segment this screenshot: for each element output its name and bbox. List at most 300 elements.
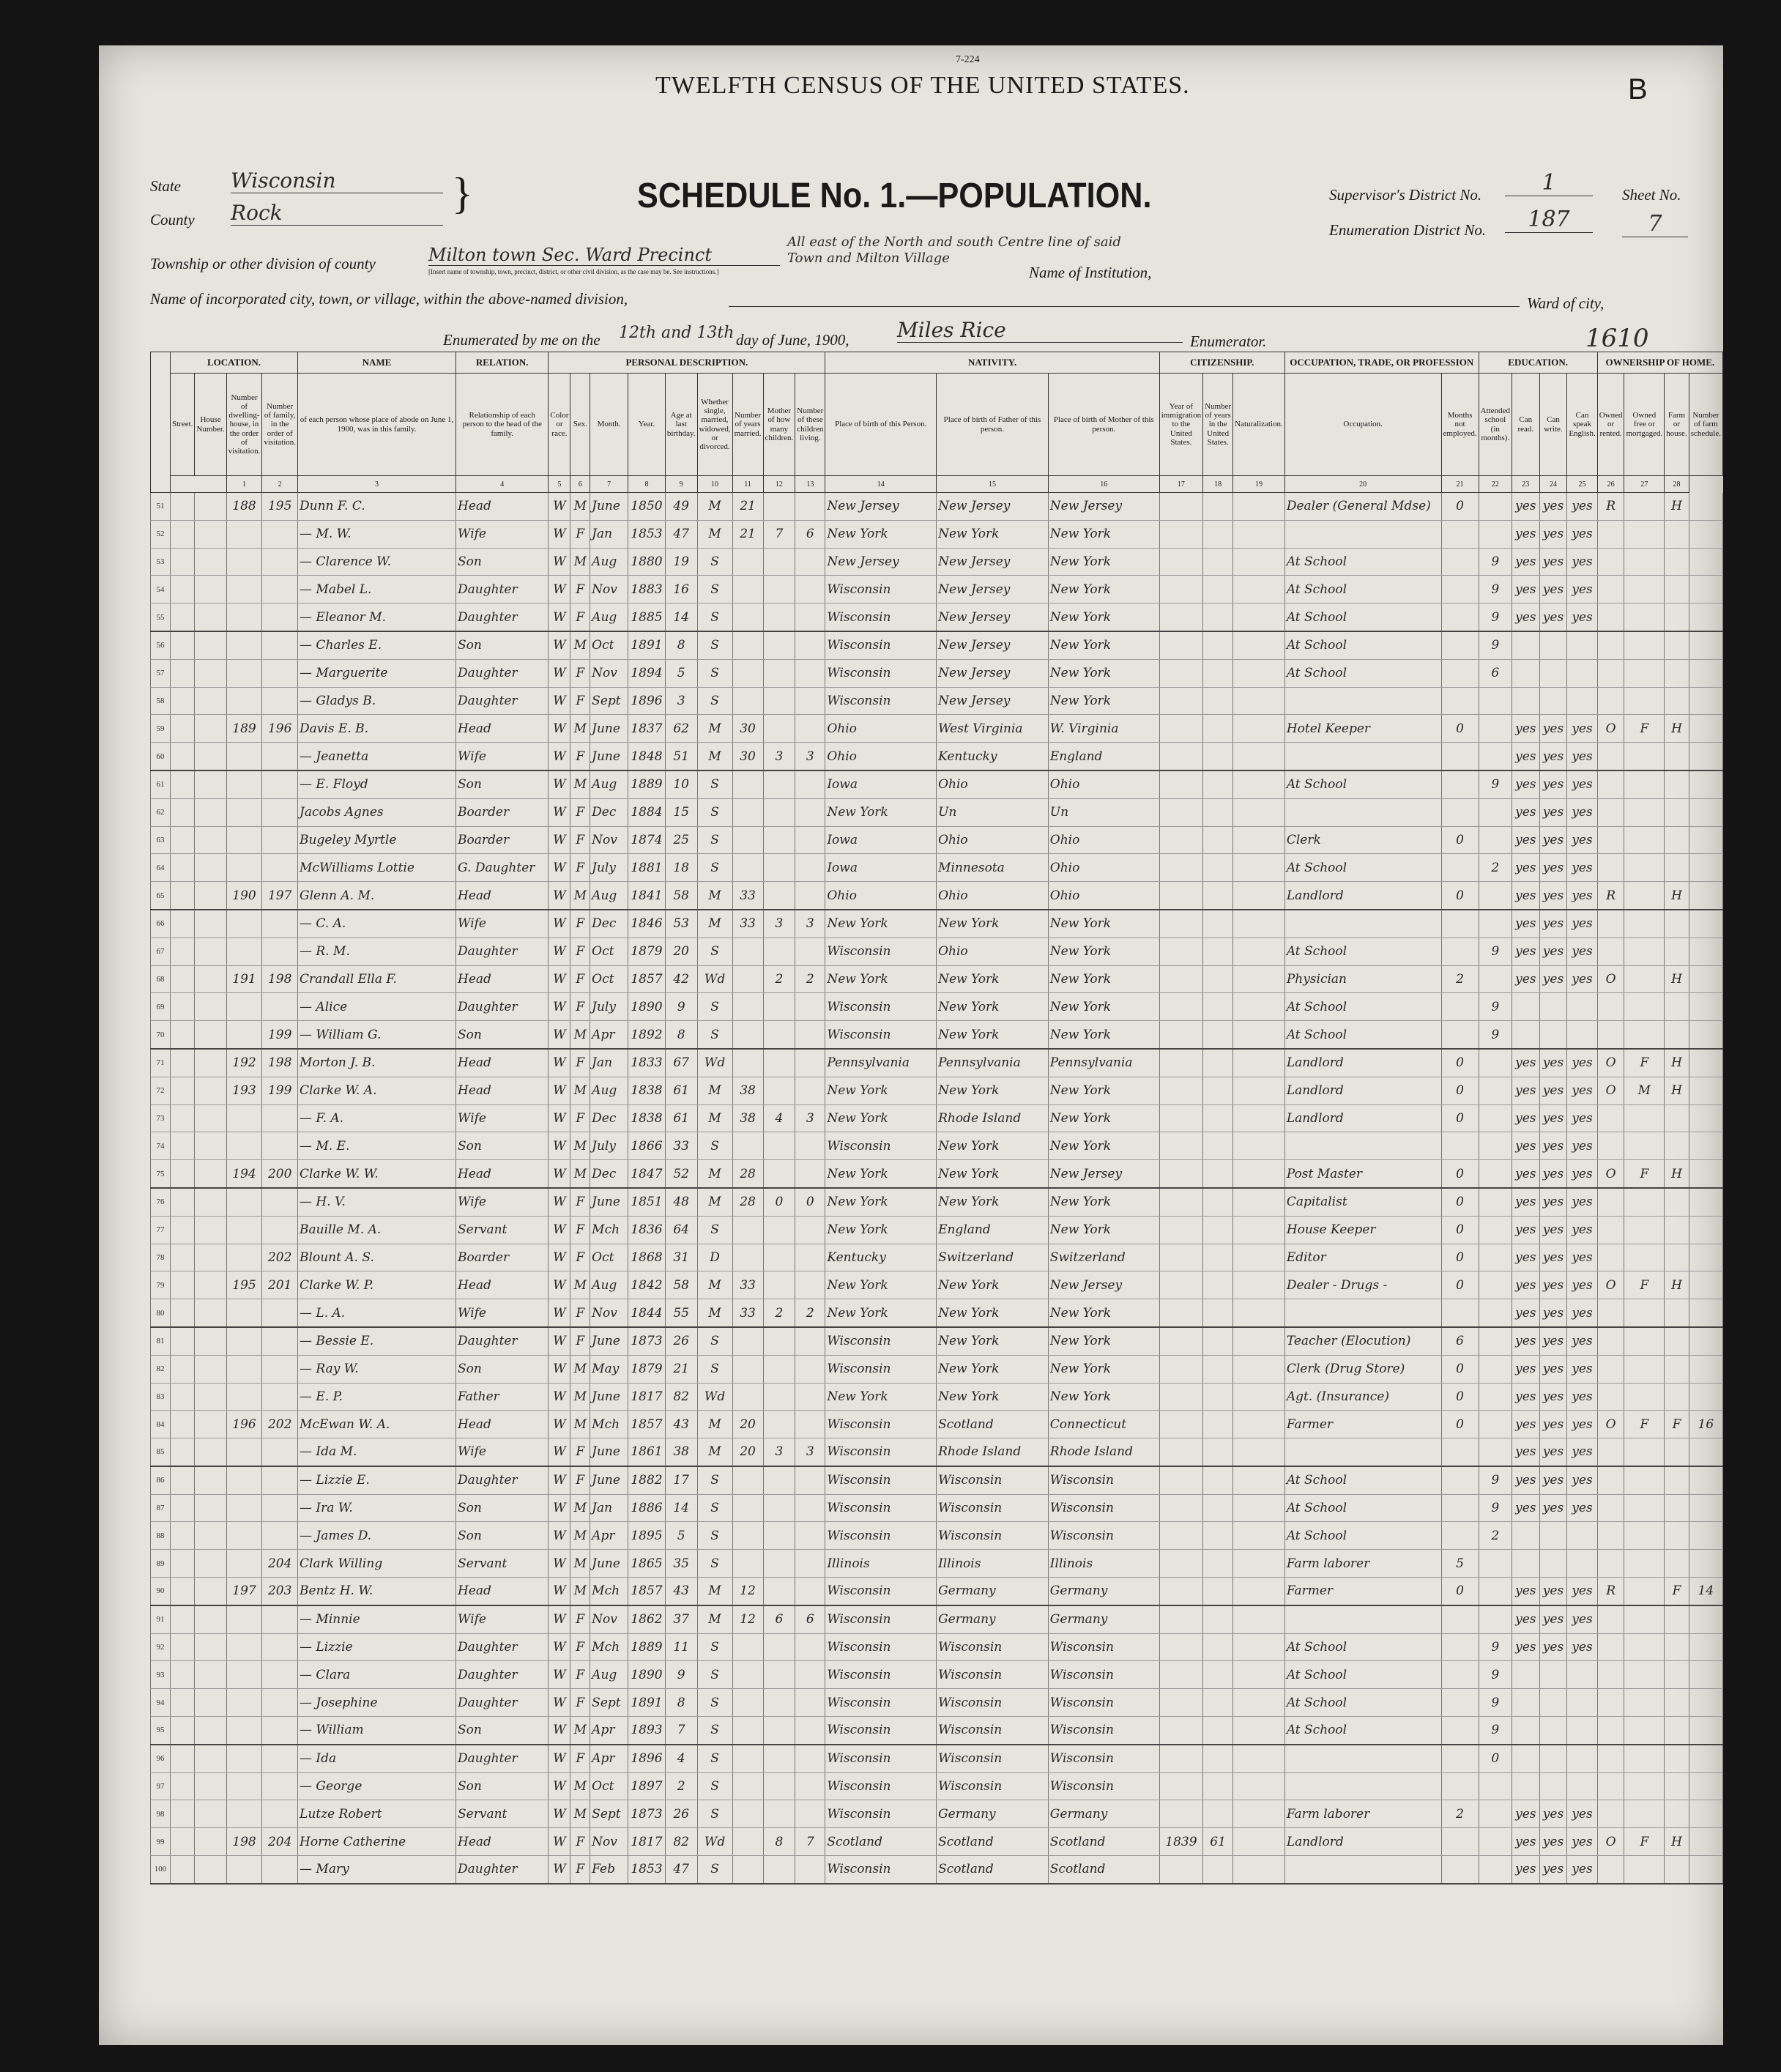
- birthplace-mother: New York: [1048, 604, 1159, 631]
- sex-cell: F: [570, 826, 590, 854]
- school-months: 9: [1479, 1689, 1512, 1717]
- line-number: 78: [151, 1244, 171, 1271]
- birth-year: 1896: [628, 687, 666, 715]
- birth-year: 1857: [628, 1411, 666, 1438]
- person-name: — Ida M.: [298, 1438, 456, 1466]
- immigration-year: [1159, 1104, 1202, 1132]
- street-cell: [171, 1745, 195, 1772]
- table-row: [151, 798, 1723, 826]
- person-name: — Charles E.: [298, 631, 456, 659]
- school-months: 9: [1479, 1466, 1512, 1494]
- sex-cell: F: [570, 1633, 590, 1661]
- farm-schedule-number: [1689, 854, 1722, 882]
- street-cell: [171, 1327, 195, 1355]
- sex-cell: M: [570, 1021, 590, 1049]
- color-cell: W: [549, 1578, 570, 1605]
- months-unemployed: 0: [1441, 715, 1479, 743]
- months-unemployed: [1441, 1494, 1479, 1522]
- person-name: — Ida: [298, 1745, 456, 1772]
- marital-status: S: [697, 1494, 732, 1522]
- owned-rented: [1597, 659, 1624, 687]
- can-speak-english: yes: [1567, 1271, 1597, 1299]
- school-months: 9: [1479, 937, 1512, 965]
- birth-month: Apr: [590, 1522, 628, 1550]
- can-read: yes: [1512, 1633, 1539, 1661]
- immigration-year: [1159, 659, 1202, 687]
- occupation-cell: [1284, 1132, 1441, 1160]
- birthplace-person: Ohio: [825, 715, 937, 743]
- children-living: [795, 1466, 825, 1494]
- naturalization-cell: [1233, 937, 1285, 965]
- enumeration-label: Enumeration District No.: [1329, 221, 1487, 239]
- street-cell: [171, 659, 195, 687]
- table-row: [151, 1383, 1723, 1411]
- sheet-header: [150, 45, 1688, 390]
- can-write: yes: [1539, 1104, 1567, 1132]
- immigration-year: [1159, 1856, 1202, 1884]
- sex-cell: M: [570, 548, 590, 576]
- birthplace-person: New York: [825, 1077, 937, 1104]
- birthplace-father: New Jersey: [937, 493, 1049, 521]
- years-in-us: [1203, 687, 1233, 715]
- house-number-cell: [195, 910, 226, 937]
- relation-cell: Head: [456, 1271, 549, 1299]
- marital-status: M: [697, 1605, 732, 1633]
- birth-month: Dec: [590, 1104, 628, 1132]
- birthplace-father: Germany: [937, 1578, 1049, 1605]
- mother-of-count: 2: [763, 1299, 795, 1327]
- farm-or-house: [1665, 1522, 1689, 1550]
- can-write: yes: [1539, 1438, 1567, 1466]
- table-row: [151, 576, 1723, 604]
- dwelling-number: [226, 1244, 262, 1271]
- children-living: [795, 1383, 825, 1411]
- sex-cell: M: [570, 1160, 590, 1188]
- county-label: County: [150, 211, 195, 229]
- months-unemployed: [1441, 1438, 1479, 1466]
- mother-of-count: [763, 1494, 795, 1522]
- farm-or-house: [1665, 993, 1689, 1021]
- can-read: yes: [1512, 1327, 1539, 1355]
- marital-status: S: [697, 1856, 732, 1884]
- table-row: [151, 1856, 1723, 1884]
- can-write: [1539, 1772, 1567, 1800]
- occupation-cell: [1284, 1438, 1441, 1466]
- farm-or-house: [1665, 1383, 1689, 1411]
- person-name: — H. V.: [298, 1188, 456, 1216]
- farm-schedule-number: [1689, 659, 1722, 687]
- months-unemployed: [1441, 1633, 1479, 1661]
- can-write: [1539, 1021, 1567, 1049]
- age-cell: 8: [665, 631, 697, 659]
- family-number: 197: [262, 882, 298, 910]
- birthplace-mother: Wisconsin: [1048, 1494, 1159, 1522]
- immigration-year: [1159, 1633, 1202, 1661]
- school-months: [1479, 1327, 1512, 1355]
- person-name: Bauille M. A.: [298, 1216, 456, 1244]
- nativity-group: NATIVITY.: [825, 352, 1159, 374]
- birth-month: June: [590, 743, 628, 770]
- can-write: yes: [1539, 910, 1567, 937]
- occupation-cell: At School: [1284, 1689, 1441, 1717]
- enumeration-value: 187: [1505, 207, 1593, 233]
- children-living: [795, 1049, 825, 1077]
- relation-cell: Servant: [456, 1550, 549, 1578]
- free-mortgaged: [1624, 826, 1665, 854]
- farm-schedule-number: 16: [1689, 1411, 1722, 1438]
- dwelling-number: [226, 659, 262, 687]
- age-cell: 58: [665, 882, 697, 910]
- farm-or-house: [1665, 770, 1689, 798]
- free-mortgaged: [1624, 1299, 1665, 1327]
- naturalization-cell: [1233, 882, 1285, 910]
- can-speak-english: yes: [1567, 1438, 1597, 1466]
- owned-rented: [1597, 1494, 1624, 1522]
- relation-cell: Head: [456, 1077, 549, 1104]
- dwelling-number: [226, 1104, 262, 1132]
- street-cell: [171, 1550, 195, 1578]
- relation-cell: Boarder: [456, 1244, 549, 1271]
- column-number: 25: [1567, 476, 1597, 493]
- birthplace-father: New York: [937, 1160, 1049, 1188]
- marital-status: M: [697, 743, 732, 770]
- dwelling-number: [226, 604, 262, 631]
- years-in-us: [1203, 1800, 1233, 1828]
- birth-month: Jan: [590, 1049, 628, 1077]
- months-unemployed: 0: [1441, 1104, 1479, 1132]
- naturalization-cell: [1233, 715, 1285, 743]
- can-read: yes: [1512, 1828, 1539, 1856]
- relation-cell: Head: [456, 965, 549, 993]
- immigration-year: [1159, 1327, 1202, 1355]
- column-number: 4: [456, 476, 549, 493]
- family-number: [262, 1689, 298, 1717]
- township-value: Milton town Sec. Ward Precinct: [428, 245, 780, 266]
- house-number-cell: [195, 1355, 226, 1383]
- dwelling-number: [226, 1132, 262, 1160]
- years-married: [732, 826, 763, 854]
- relation-cell: Boarder: [456, 798, 549, 826]
- naturalization-cell: [1233, 1327, 1285, 1355]
- person-name: — E. P.: [298, 1383, 456, 1411]
- birth-month: Oct: [590, 937, 628, 965]
- school-months: [1479, 743, 1512, 770]
- farm-or-house: [1665, 1216, 1689, 1244]
- dwelling-number: 190: [226, 882, 262, 910]
- table-row: [151, 1633, 1723, 1661]
- free-mortgaged: [1624, 1216, 1665, 1244]
- owned-rented: [1597, 743, 1624, 770]
- naturalization-cell: [1233, 854, 1285, 882]
- birth-year: 1817: [628, 1828, 666, 1856]
- marital-status: S: [697, 1717, 732, 1745]
- color-cell: W: [549, 687, 570, 715]
- column-number: 3: [298, 476, 456, 493]
- street-cell: [171, 1188, 195, 1216]
- age-cell: 35: [665, 1550, 697, 1578]
- farm-schedule-number: [1689, 715, 1722, 743]
- free-mortgaged: [1624, 743, 1665, 770]
- mother-of-count: 7: [763, 520, 795, 548]
- sex-cell: F: [570, 993, 590, 1021]
- color-cell: W: [549, 604, 570, 631]
- birthplace-father: Wisconsin: [937, 1772, 1049, 1800]
- color-cell: W: [549, 1244, 570, 1271]
- occupation-cell: [1284, 1745, 1441, 1772]
- house-number-cell: [195, 659, 226, 687]
- birthplace-mother: W. Virginia: [1048, 715, 1159, 743]
- table-row: [151, 1661, 1723, 1689]
- owned-rented: [1597, 1216, 1624, 1244]
- can-write: yes: [1539, 937, 1567, 965]
- birth-year: 1868: [628, 1244, 666, 1271]
- house-number-cell: [195, 993, 226, 1021]
- naturalization-cell: [1233, 1856, 1285, 1884]
- color-cell: W: [549, 854, 570, 882]
- person-name: — Ray W.: [298, 1355, 456, 1383]
- line-number: 62: [151, 798, 171, 826]
- immigration-year: [1159, 965, 1202, 993]
- can-read: [1512, 1717, 1539, 1745]
- birthplace-father: Rhode Island: [937, 1104, 1049, 1132]
- owned-rented: [1597, 1522, 1624, 1550]
- birth-month: July: [590, 854, 628, 882]
- sex-cell: F: [570, 520, 590, 548]
- owned-rented: [1597, 1745, 1624, 1772]
- birth-month: July: [590, 1132, 628, 1160]
- birthplace-father: Wisconsin: [937, 1466, 1049, 1494]
- months-unemployed: [1441, 1466, 1479, 1494]
- immigration-year: [1159, 715, 1202, 743]
- farm-schedule-number: [1689, 1077, 1722, 1104]
- can-speak-english: yes: [1567, 937, 1597, 965]
- school-months: [1479, 1271, 1512, 1299]
- children-living: 7: [795, 1828, 825, 1856]
- person-name: Morton J. B.: [298, 1049, 456, 1077]
- line-number: 72: [151, 1077, 171, 1104]
- house-number-cell: [195, 1327, 226, 1355]
- marital-status: Wd: [697, 1828, 732, 1856]
- age-cell: 14: [665, 604, 697, 631]
- farm-schedule-number: [1689, 993, 1722, 1021]
- person-name: McEwan W. A.: [298, 1411, 456, 1438]
- column-number: 26: [1597, 476, 1624, 493]
- color-cell: W: [549, 1021, 570, 1049]
- birth-month: Apr: [590, 1021, 628, 1049]
- farm-schedule-number: [1689, 1633, 1722, 1661]
- months-unemployed: 0: [1441, 1244, 1479, 1271]
- dwelling-number: [226, 1522, 262, 1550]
- color-cell: W: [549, 1466, 570, 1494]
- farm-schedule-number: [1689, 910, 1722, 937]
- owned-rented: [1597, 1466, 1624, 1494]
- occupation-cell: Landlord: [1284, 1104, 1441, 1132]
- can-speak-english: [1567, 1661, 1597, 1689]
- free-mortgaged: [1624, 1494, 1665, 1522]
- family-number: [262, 520, 298, 548]
- birthplace-person: Wisconsin: [825, 1745, 937, 1772]
- years-in-us: [1203, 715, 1233, 743]
- school-months: [1479, 687, 1512, 715]
- occupation-cell: [1284, 1605, 1441, 1633]
- birth-year: 1896: [628, 1745, 666, 1772]
- color-cell: W: [549, 631, 570, 659]
- years-married: [732, 576, 763, 604]
- family-number: [262, 1522, 298, 1550]
- birth-month: Dec: [590, 910, 628, 937]
- house-number-cell: [195, 604, 226, 631]
- birthplace-father: Illinois: [937, 1550, 1049, 1578]
- can-read: yes: [1512, 1244, 1539, 1271]
- farm-or-house: [1665, 631, 1689, 659]
- birthplace-father: New York: [937, 1132, 1049, 1160]
- school-months: [1479, 1216, 1512, 1244]
- farm-or-house: [1665, 687, 1689, 715]
- can-read: yes: [1512, 1188, 1539, 1216]
- farm-schedule-number: [1689, 1772, 1722, 1800]
- dwelling-number: [226, 1800, 262, 1828]
- house-number-cell: [195, 1494, 226, 1522]
- can-write: [1539, 1550, 1567, 1578]
- birth-month: Aug: [590, 1271, 628, 1299]
- months-unemployed: [1441, 576, 1479, 604]
- birth-month: Aug: [590, 604, 628, 631]
- house-number-cell: [195, 1160, 226, 1188]
- street-cell: [171, 1271, 195, 1299]
- table-row: [151, 1077, 1723, 1104]
- school-months: [1479, 1104, 1512, 1132]
- farm-schedule-number: [1689, 1466, 1722, 1494]
- birth-month: Jan: [590, 520, 628, 548]
- relation-cell: Head: [456, 1578, 549, 1605]
- sex-cell: M: [570, 1077, 590, 1104]
- table-row: [151, 826, 1723, 854]
- farm-or-house: H: [1665, 882, 1689, 910]
- table-row: [151, 1550, 1723, 1578]
- birth-month: Feb: [590, 1856, 628, 1884]
- years-married: 28: [732, 1188, 763, 1216]
- immigration-year: [1159, 1689, 1202, 1717]
- can-speak-english: yes: [1567, 1244, 1597, 1271]
- months-unemployed: 0: [1441, 1578, 1479, 1605]
- children-living: [795, 576, 825, 604]
- naturalization-cell: [1233, 798, 1285, 826]
- sex-cell: F: [570, 965, 590, 993]
- can-read: yes: [1512, 520, 1539, 548]
- house-number-cell: [195, 1605, 226, 1633]
- incorporated-line: [729, 306, 1520, 307]
- owned-rented: [1597, 1856, 1624, 1884]
- family-number: [262, 1494, 298, 1522]
- months-unemployed: [1441, 659, 1479, 687]
- occupation-cell: At School: [1284, 993, 1441, 1021]
- house-number-cell: [195, 1132, 226, 1160]
- sex-cell: F: [570, 1689, 590, 1717]
- years-in-us: [1203, 1522, 1233, 1550]
- sex-cell: M: [570, 493, 590, 521]
- marital-status: Wd: [697, 965, 732, 993]
- person-name: — Lizzie E.: [298, 1466, 456, 1494]
- owned-rented: [1597, 1327, 1624, 1355]
- birthplace-mother: New York: [1048, 937, 1159, 965]
- farm-schedule-number: [1689, 1271, 1722, 1299]
- table-row: [151, 770, 1723, 798]
- children-living: 2: [795, 965, 825, 993]
- state-label: State: [150, 177, 181, 195]
- years-married: 20: [732, 1438, 763, 1466]
- sex-cell: F: [570, 1466, 590, 1494]
- marital-status: S: [697, 1466, 732, 1494]
- street-cell: [171, 1772, 195, 1800]
- can-read: [1512, 1772, 1539, 1800]
- can-write: [1539, 993, 1567, 1021]
- can-speak-header: Can speak English.: [1567, 374, 1597, 476]
- birthplace-mother: New York: [1048, 548, 1159, 576]
- farm-schedule-number: [1689, 1104, 1722, 1132]
- children-living: [795, 1327, 825, 1355]
- children-living: 3: [795, 1104, 825, 1132]
- birth-year: 1838: [628, 1077, 666, 1104]
- birthplace-person: Wisconsin: [825, 1717, 937, 1745]
- naturalization-cell: [1233, 1411, 1285, 1438]
- immigration-year: [1159, 1717, 1202, 1745]
- free-mortgaged: F: [1624, 1160, 1665, 1188]
- mother-of-count: 3: [763, 743, 795, 770]
- street-cell: [171, 770, 195, 798]
- relation-cell: Daughter: [456, 604, 549, 631]
- street-cell: [171, 1383, 195, 1411]
- birthplace-father: New York: [937, 1188, 1049, 1216]
- house-number-cell: [195, 1661, 226, 1689]
- census-rows: [151, 493, 1723, 1884]
- line-number: 68: [151, 965, 171, 993]
- family-number: [262, 1717, 298, 1745]
- months-unemployed: [1441, 1605, 1479, 1633]
- years-in-us: [1203, 1717, 1233, 1745]
- years-in-us: [1203, 993, 1233, 1021]
- can-read: yes: [1512, 1856, 1539, 1884]
- family-number: [262, 631, 298, 659]
- mother-of-count: 3: [763, 910, 795, 937]
- sex-cell: M: [570, 1800, 590, 1828]
- can-speak-english: yes: [1567, 1494, 1597, 1522]
- years-married: [732, 937, 763, 965]
- marital-status: M: [697, 1578, 732, 1605]
- birthplace-person: Wisconsin: [825, 1327, 937, 1355]
- house-number-cell: [195, 548, 226, 576]
- person-name: — F. A.: [298, 1104, 456, 1132]
- years-married: [732, 1550, 763, 1578]
- school-months: [1479, 1299, 1512, 1327]
- can-speak-english: yes: [1567, 1049, 1597, 1077]
- color-cell: W: [549, 1188, 570, 1216]
- school-months: 0: [1479, 1745, 1512, 1772]
- birth-month: June: [590, 493, 628, 521]
- birthplace-father: Kentucky: [937, 743, 1049, 770]
- can-write: [1539, 631, 1567, 659]
- years-married: 12: [732, 1578, 763, 1605]
- owned-rented: [1597, 993, 1624, 1021]
- birthplace-mother: New Jersey: [1048, 1160, 1159, 1188]
- relation-cell: Daughter: [456, 1856, 549, 1884]
- relation-cell: Daughter: [456, 1745, 549, 1772]
- sex-cell: F: [570, 1104, 590, 1132]
- birth-month: June: [590, 1383, 628, 1411]
- color-cell: W: [549, 576, 570, 604]
- marital-status: S: [697, 576, 732, 604]
- birthplace-father: New Jersey: [937, 576, 1049, 604]
- months-unemployed: 0: [1441, 1188, 1479, 1216]
